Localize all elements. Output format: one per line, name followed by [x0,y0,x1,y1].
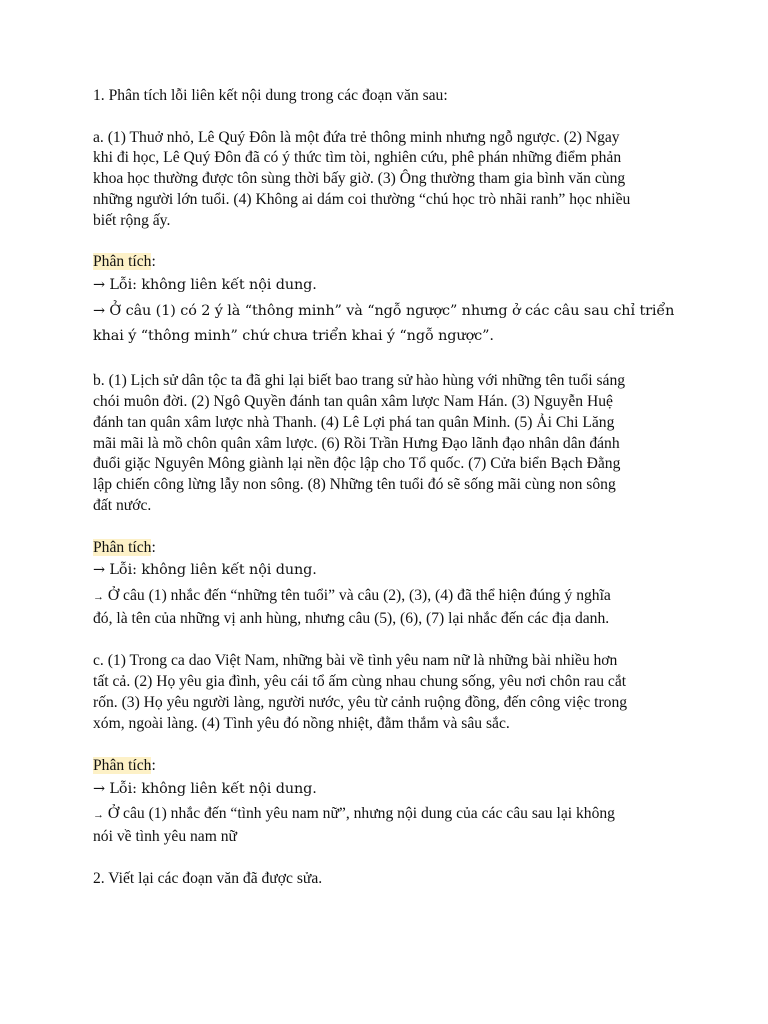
analysis-a [93,252,683,349]
passage-c-line: xóm, ngoài làng. (4) Tình yêu đó nồng nhiệt, đằm thắm và sâu sắc. [93,714,510,732]
passage-b-line: chói muôn đời. (2) Ngô Quyền đánh tan quân xâm lược Nam Hán. (3) Nguyễn Huệ [93,392,613,410]
passage-c [93,651,683,734]
question-2-heading: 2. Viết lại các đoạn văn đã được sửa. [93,870,323,888]
analysis-b-colon: : [151,538,156,556]
analysis-c-colon: : [151,756,156,774]
analysis-b-error: → Lỗi: không liên kết nội dung. [93,562,317,579]
passage-a-line: a. (1) Thuở nhỏ, Lê Quý Đôn là một đứa trẻ thông minh nhưng ngỗ ngược. (2) Ngay [93,128,620,146]
analysis-c-detail-line: nói về tình yêu nam nữ [93,828,238,846]
passage-c-line: c. (1) Trong ca dao Việt Nam, những bài về tình yêu nam nữ là những bài nhiều hơn [93,652,618,670]
passage-b-line: lập chiến công lừng lẫy non sông. (8) Những tên tuổi đó sẽ sống mãi cùng non sông [93,476,616,494]
passage-a-line: biết rộng ấy. [93,211,171,229]
analysis-a-colon: : [151,253,156,271]
passage-b-line: b. (1) Lịch sử dân tộc ta đã ghi lại biết bao trang sử hào hùng với những tên tuổi sáng [93,372,626,390]
passage-b-line: đuổi giặc Nguyên Mông giành lại nền độc lập cho Tổ quốc. (7) Cửa biển Bạch Đằng [93,455,621,473]
analysis-c-detail-text: Ở câu (1) nhắc đến “tình yêu nam nữ”, nhưng nội dung của các câu sau lại không [104,805,615,823]
analysis-b-label-line [93,538,683,559]
passage-b-line: đất nước. [93,496,152,514]
analysis-c-label: Phân tích [93,756,152,774]
arrow-icon: → [93,590,104,603]
passage-c-line: rốn. (3) Họ yêu người làng, người nước, yêu từ cảnh ruộng đồng, đến công việc trong [93,693,628,711]
question-1-heading: 1. Phân tích lỗi liên kết nội dung trong các đoạn văn sau: [93,87,448,104]
passage-b [93,371,683,517]
passage-a-line: khoa học thường được tôn sùng thời bấy giờ. (3) Ông thường tham gia bình văn cùng [93,170,626,188]
analysis-a-detail-line: khai ý “thông minh” chứ chưa triển khai ý “ngỗ ngược”. [93,328,494,345]
analysis-a-detail-line: → Ở câu (1) có 2 ý là “thông minh” và “ngỗ ngược” nhưng ở các câu sau chỉ triển [93,302,675,319]
analysis-b-detail-line [93,584,683,609]
analysis-c [93,756,683,848]
passage-a-line: khi đi học, Lê Quý Đôn đã có ý thức tìm tòi, nghiên cứu, phê phán những điểm phản [93,149,622,167]
analysis-b [93,538,683,630]
passage-c-line: tất cả. (2) Họ yêu gia đình, yêu cái tổ ấm cùng nhau chung sống, yêu nơi chôn rau cắt [93,672,627,690]
passage-a [93,128,683,232]
document-page [93,86,683,890]
analysis-b-label: Phân tích [93,538,152,556]
analysis-a-label: Phân tích [93,253,152,271]
analysis-a-error: → Lỗi: không liên kết nội dung. [93,277,317,294]
analysis-b-detail-text: Ở câu (1) nhắc đến “những tên tuổi” và câu (2), (3), (4) đã thể hiện đúng ý nghĩa [104,586,611,604]
arrow-icon: → [93,809,104,822]
passage-b-line: đánh tan quân xâm lược nhà Thanh. (4) Lê Lợi phá tan quân Minh. (5) Ải Chi Lăng [93,413,615,431]
analysis-c-label-line [93,756,683,777]
analysis-c-error: → Lỗi: không liên kết nội dung. [93,780,317,797]
analysis-c-detail-line [93,802,683,827]
passage-a-line: những người lớn tuổi. (4) Không ai dám coi thường “chú học trò nhãi ranh” học nhiều [93,190,631,208]
analysis-b-detail-line: đó, là tên của những vị anh hùng, nhưng câu (5), (6), (7) lại nhắc đến các địa danh. [93,609,610,627]
analysis-a-label-line [93,252,683,273]
passage-b-line: mãi mãi là mồ chôn quân xâm lược. (6) Rồi Trần Hưng Đạo lãnh đạo nhân dân đánh [93,434,620,452]
